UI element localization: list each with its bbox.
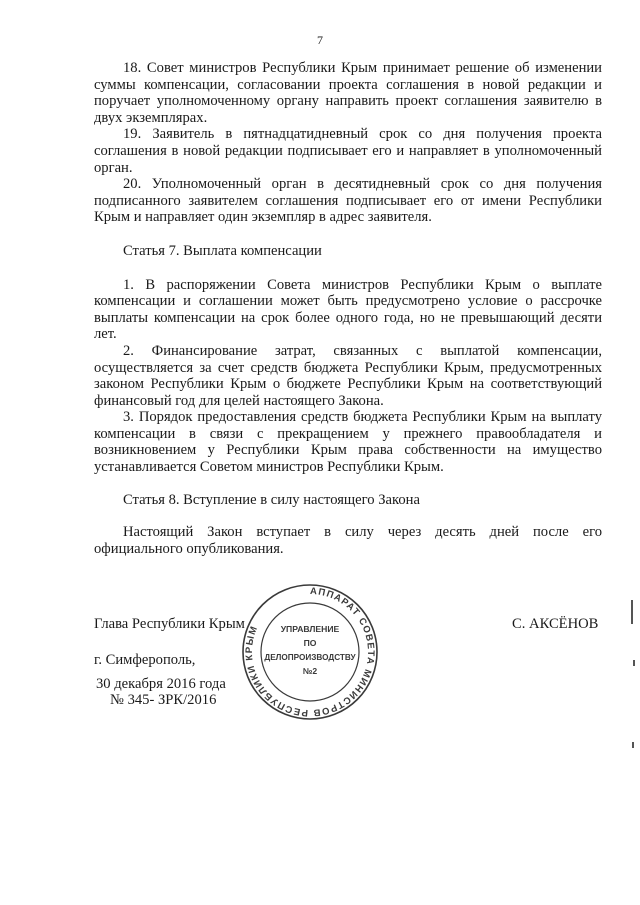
stamp-seal-icon [240,582,380,722]
article-8-paragraph: Настоящий Закон вступает в силу через десять дней после его официального опубликования. [94,524,602,557]
scan-edge-mark [631,600,633,624]
signing-city: г. Симферополь, [94,652,196,668]
stamp-line-1: УПРАВЛЕНИЕ [280,624,340,634]
signatory-position: Глава Республики Крым [94,616,245,632]
paragraph-18: 18. Совет министров Республики Крым принимает решение об изменении суммы компенсации, согласовании проекта соглашения в новой редакции и поручает уполномоченному органу направить проект соглашения заявителю в двух экземплярах. [94,60,602,126]
stamp-outer-text: АППАРАТ СОВЕТА МИНИСТРОВ РЕСПУБЛИКИ КРЫМ [243,585,377,719]
stamp-line-3: ДЕЛОПРОИЗВОДСТВУ [264,653,356,662]
article-8-heading: Статья 8. Вступление в силу настоящего Закона [123,491,420,508]
article-7-heading: Статья 7. Выплата компенсации [123,242,322,259]
page-number: 7 [317,33,323,47]
article-7-paragraph-2: 2. Финансирование затрат, связанных с выплатой компенсации, осуществляется за счет средств бюджета Республики Крым, предусмотренных законом Республики Крым о бюджете Республики Крым на соответствующий финансовый год для целей настоящего Закона. [94,342,602,409]
article-7-paragraph-3: 3. Порядок предоставления средств бюджета Республики Крым на выплату компенсации в связи с прекращением у прежнего правообладателя и возникновением у Республики Крым права собственности на имущество устанавливается Советом министров Республики Крым. [94,409,602,476]
signatory-name: С. АКСЁНОВ [512,616,599,632]
official-stamp [240,582,380,722]
stamp-line-2: ПО [303,638,317,648]
paragraph-20: 20. Уполномоченный орган в десятидневный срок со дня получения подписанного заявителем соглашения подписывает его от имени Республики Крым и направляет один экземпляр в адрес заявителя. [94,176,602,226]
document-body [94,60,602,557]
scan-edge-mark [632,742,634,748]
signing-date: 30 декабря 2016 года [96,676,226,692]
law-number: № 345- ЗРК/2016 [110,692,217,708]
stamp-line-4: №2 [302,666,318,676]
scan-edge-mark [633,660,635,666]
paragraph-19: 19. Заявитель в пятнадцатидневный срок со дня получения проекта соглашения в новой редакции подписывает его и направляет в уполномоченный орган. [94,126,602,176]
article-7-paragraph-1: 1. В распоряжении Совета министров Республики Крым о выплате компенсации и соглашении может быть предусмотрено условие о рассрочке выплаты компенсации на срок более одного года, но не превышающий десяти лет. [94,276,602,343]
